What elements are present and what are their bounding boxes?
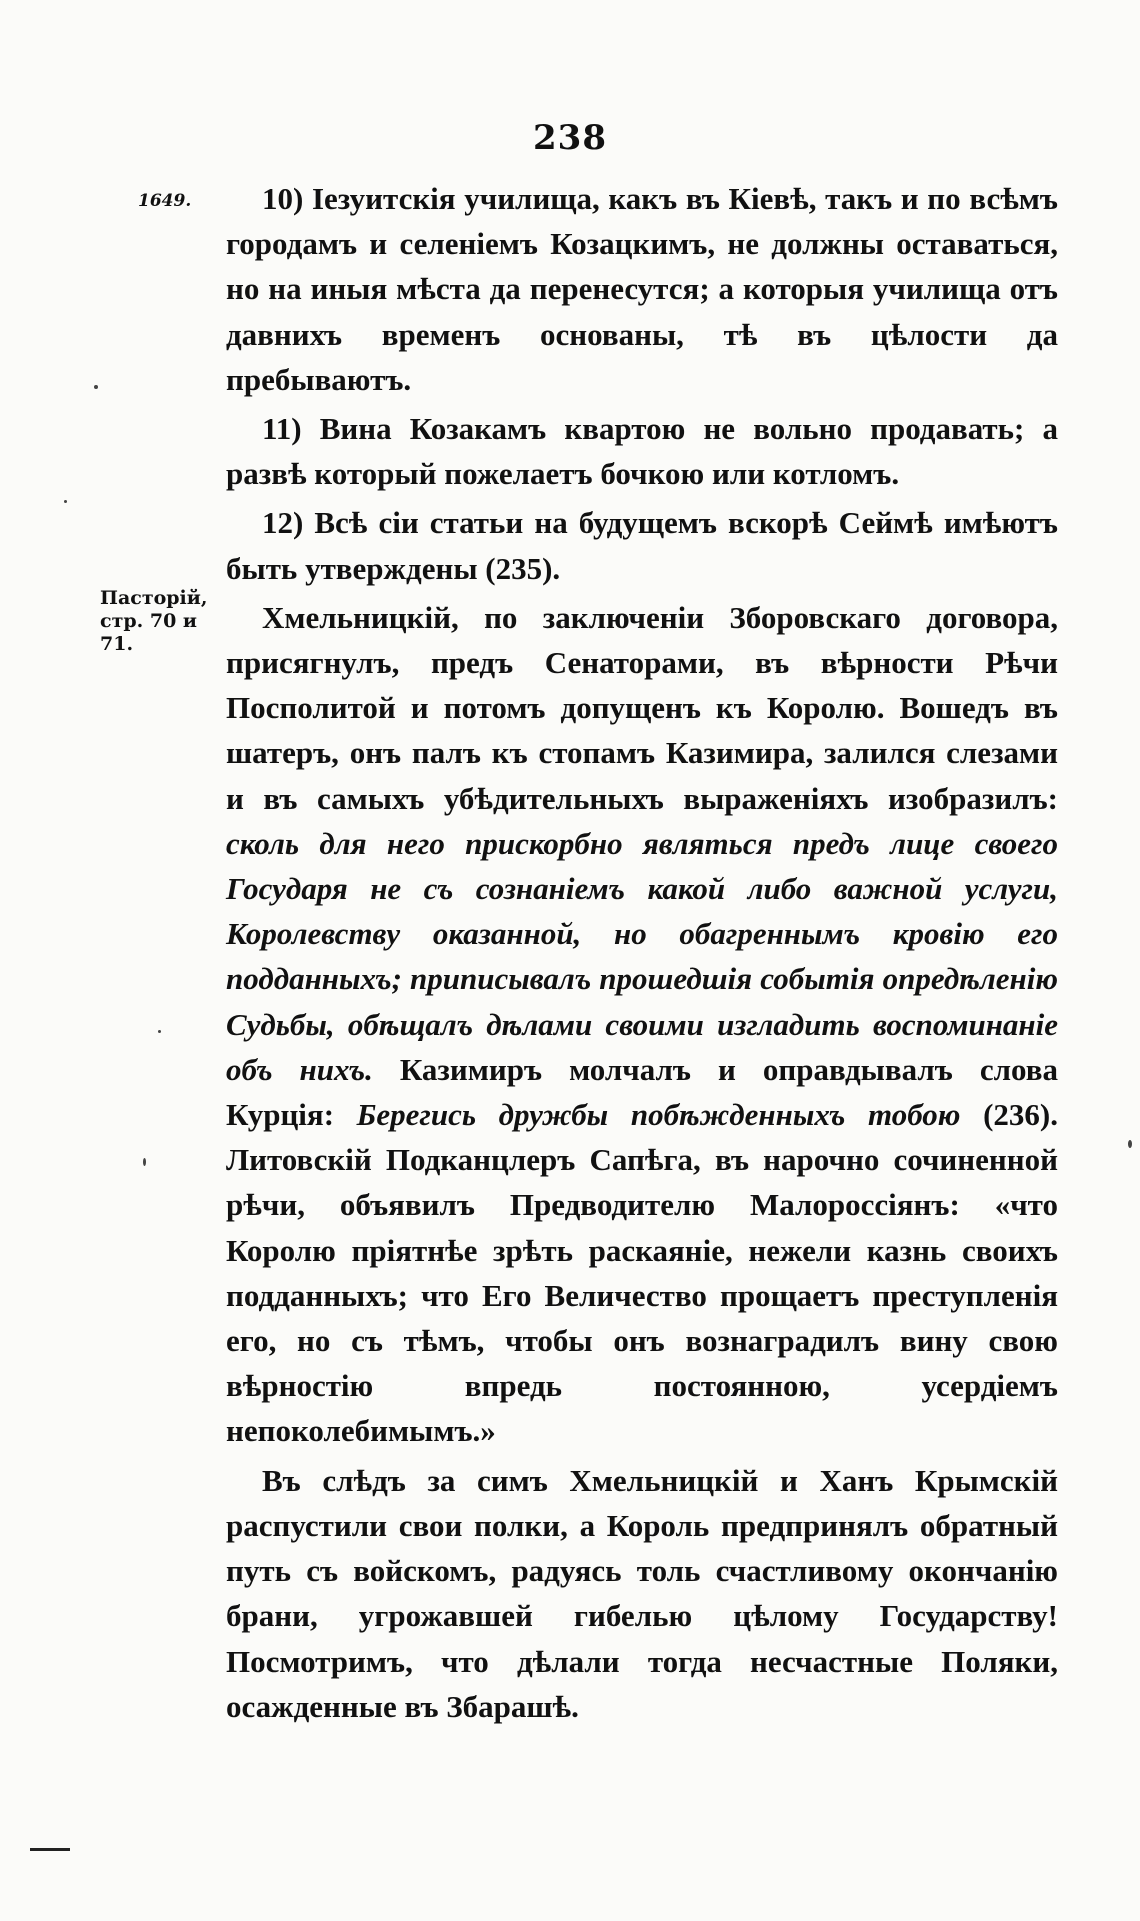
paragraph-item-11: 11) Вина Козакамъ квартою не вольно продавать; а развѣ который пожелаетъ бочкою или котломъ. bbox=[226, 411, 1058, 492]
page-number: 238 bbox=[533, 118, 607, 158]
scan-speck bbox=[94, 385, 98, 389]
margin-source-line: 71. bbox=[100, 633, 134, 655]
scan-speck bbox=[158, 1030, 161, 1033]
scan-speck bbox=[1128, 1140, 1132, 1148]
margin-year-note: 1649. bbox=[138, 191, 192, 211]
italic-text-run: сколь для него прискорбно являться предъ лице своего Государя не съ сознаніемъ какой либо важной услуги, Королевству оказанной, но обагреннымъ кровію его подданныхъ; приписывалъ прошедшія событія опредѣленію Судьбы, обѣщалъ дѣлами своими изгладить воспоминаніе объ нихъ. bbox=[226, 825, 1058, 1087]
paragraph-khmelnitsky-oath bbox=[226, 595, 1058, 1454]
margin-source-line: Пасторій, bbox=[100, 587, 208, 609]
scan-speck bbox=[143, 1158, 146, 1166]
text-run: (236). Литовскій Подканцлеръ Сапѣга, въ нарочно сочиненной рѣчи, объявилъ Предводителю Малороссіянъ: «что Королю пріятнѣе зрѣть раскаяніе, нежели казнь своихъ подданныхъ; что Его Величество прощаетъ преступленія его, но съ тѣмъ, чтобы онъ вознаградилъ вину свою вѣрностію впредь постоянною, усердіемъ непоколебимымъ.» bbox=[226, 1097, 1058, 1449]
margin-source-line: стр. 70 и bbox=[100, 610, 198, 632]
italic-text-run: Берегись дружбы побѣжденныхъ тобою bbox=[356, 1097, 961, 1133]
text-run: Хмельницкій, по заключеніи Зборовскаго договора, присягнулъ, предъ Сенаторами, въ вѣрности Рѣчи Посполитой и потомъ допущенъ къ Королю. Вошедъ въ шатеръ, онъ палъ къ стопамъ Казимира, залился слезами и въ самыхъ убѣдительныхъ выраженіяхъ изобразилъ: bbox=[226, 599, 1058, 816]
body-text bbox=[226, 176, 1058, 1729]
paragraph-item-10: 10) Іезуитскія училища, какъ въ Кіевѣ, такъ и по всѣмъ городамъ и селеніемъ Козацкимъ, не должны оставаться, но на иныя мѣста да перенесутся; а которыя училища отъ давнихъ временъ основаны, тѣ въ цѣлости да пребываютъ. bbox=[226, 181, 1058, 397]
margin-source-note bbox=[100, 587, 220, 656]
paragraph-retreat: Въ слѣдъ за симъ Хмельницкій и Ханъ Крымскій распустили свои полки, а Король предпринялъ обратный путь съ войскомъ, радуясь толь счастливому окончанію брани, угрожавшей гибелью цѣлому Государству! Посмотримъ, что дѣлали тогда несчастные Поляки, осажденные въ Збарашѣ. bbox=[226, 1462, 1058, 1724]
text-run: Казимиръ молчалъ и оправдывалъ слова Курція: bbox=[226, 1051, 1058, 1133]
paragraph-item-12: 12) Всѣ сіи статьи на будущемъ вскорѣ Сеймѣ имѣютъ быть утверждены (235). bbox=[226, 505, 1058, 586]
scan-speck bbox=[64, 500, 67, 503]
page-edge-mark bbox=[30, 1848, 70, 1851]
